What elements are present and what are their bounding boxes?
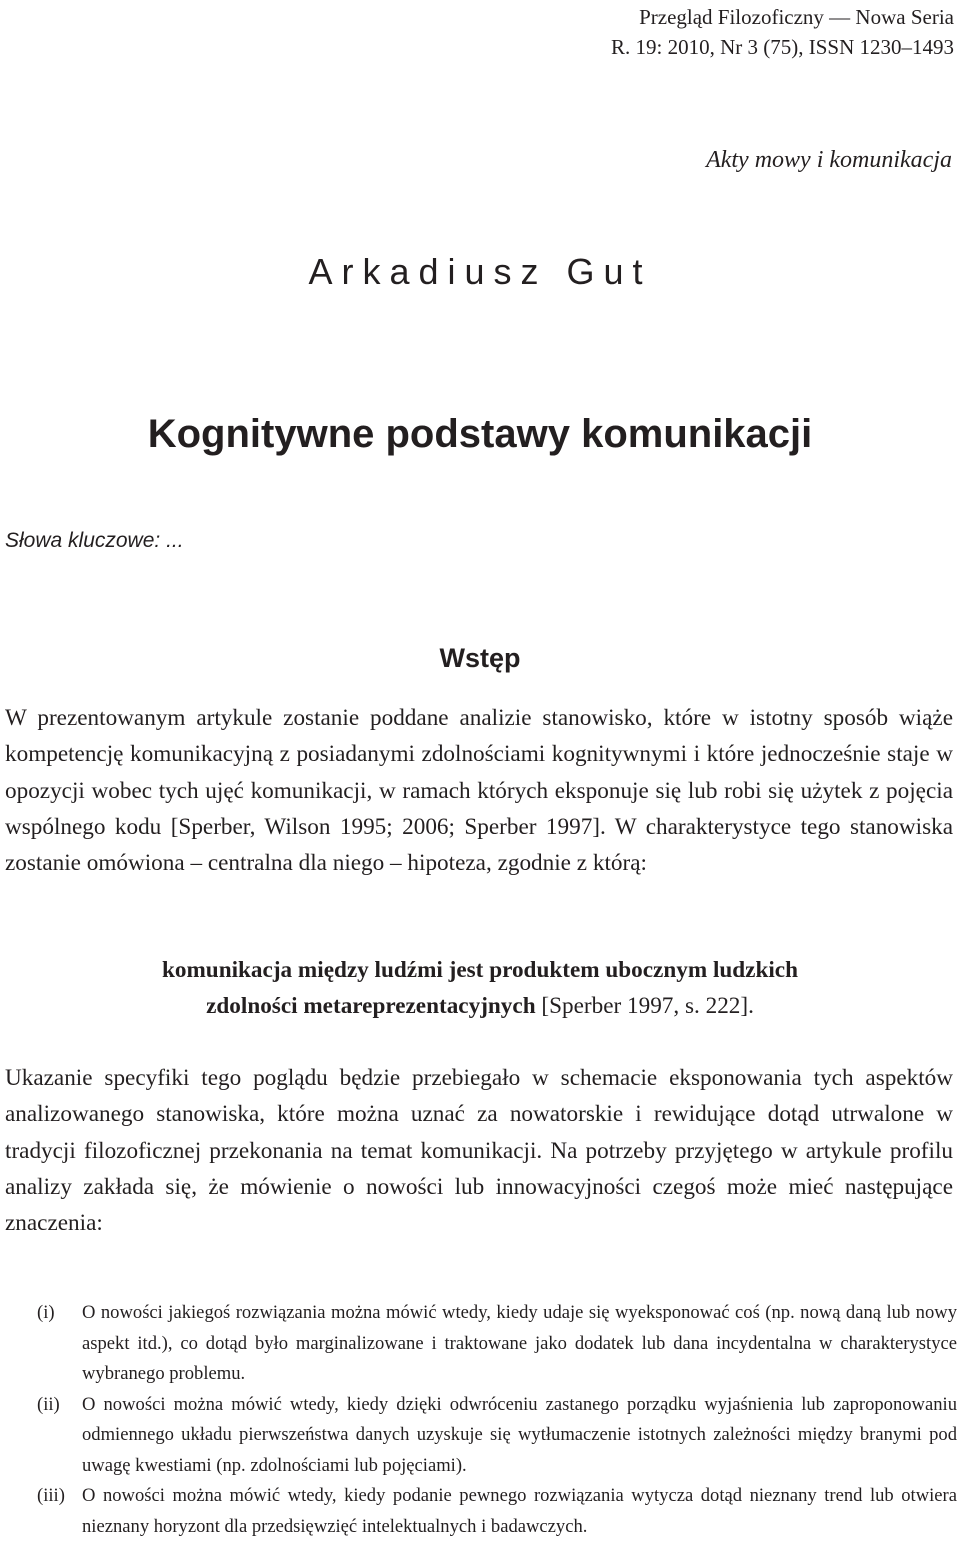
quote-line-1: komunikacja między ludźmi jest produktem ubocznym ludzkich [162,957,798,983]
list-item-number: (iii) [37,1485,65,1506]
list-item-number: (i) [37,1302,55,1323]
list-item-text: O nowości można mówić wtedy, kiedy podanie pewnego rozwiązania wytycza dotąd nieznany trend lub otwiera nieznany horyzont dla przedsięwzięć intelektualnych i badawczych. [82,1485,957,1537]
list-item [37,1390,957,1482]
list-item [37,1298,957,1390]
list-item-text: O nowości jakiegoś rozwiązania można mówić wtedy, kiedy udaje się wyeksponować coś (np. nową daną lub nowy aspekt itd.), co dotąd było marginalizowane i traktowane jako dodatek lub dana incydentalna w charakterystyce wybranego problemu. [82,1302,957,1384]
intro-paragraph-1: W prezentowanym artykule zostanie poddane analizie stanowisko, które w istotny sposób wiąże kompetencję komunikacyjną z posiadanymi zdolnościami kognitywnymi i które jednocześnie staje w opozycji wobec tych ujęć komunikacji, w ramach których eksponuje się lub robi się użytek z pojęcia wspólnego kodu [Sperber, Wilson 1995; 2006; Sperber 1997]. W charakterystyce tego stanowiska zostanie omówiona – centralna dla niego – hipoteza, zgodnie z którą: [5,705,953,877]
list-item [37,1481,957,1542]
author-name: Arkadiusz Gut [308,251,652,292]
journal-issue: R. 19: 2010, Nr 3 (75), ISSN 1230–1493 [610,35,954,59]
quote-line-2 [0,988,960,1024]
journal-header [611,2,954,62]
intro-heading: Wstęp [439,643,521,673]
list-item-text: O nowości można mówić wtedy, kiedy dzięki odwróceniu zastanego porządku wyjaśnienia lub zaproponowaniu odmiennego układu pierwszeństwa danych uzyskuje się wytłumaczenie istotnych zależności między branymi pod uwagę kwestiami (np. zdolnościami lub pojęciami). [82,1393,957,1476]
section-title: Akty mowy i komunikacja [706,147,952,173]
article-title: Kognitywne podstawy komunikacji [147,412,813,456]
keywords [5,526,184,556]
quote-citation: [Sperber 1997, s. 222]. [535,993,754,1020]
journal-name: Przegląd Filozoficzny — Nowa Seria [639,5,954,29]
quote-bold-phrase: zdolności metareprezentacyjnych [206,993,536,1020]
intro-paragraph-2: Ukazanie specyfiki tego poglądu będzie przebiegało w schemacie eksponowania tych aspektów analizowanego stanowiska, które można uznać za nowatorskie i rewidujące dotąd utrwalone w tradycji filozoficznej przekonania na temat komunikacji. Na potrzeby przyjętego w artykule profilu analizy zakłada się, że mówienie o nowości lub innowacyjności czegoś może mieć następujące znaczenia: [5,1065,953,1237]
list-item-number: (ii) [37,1393,60,1415]
keywords-label: Słowa kluczowe: [5,529,161,552]
keywords-value: ... [166,529,184,552]
hypothesis-quote [0,952,960,1025]
novelty-list [37,1298,957,1542]
